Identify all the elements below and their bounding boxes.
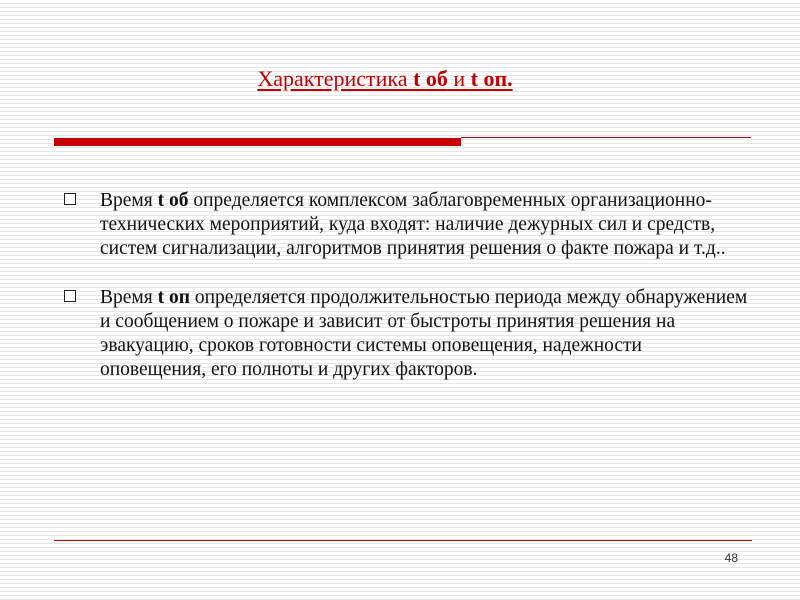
bullet-list	[62, 189, 752, 382]
title-term-tob: t об	[413, 66, 448, 91]
bullet-text: определяется продолжительностью периода между обнаружением и сообщением о пожаре и зависит от быстроты принятия решения на эвакуацию, сроков готовности системы оповещения, надежности оповещения, его полноты и других факторов.	[100, 287, 748, 380]
title-text: Характеристика	[257, 66, 414, 91]
title-term-top: t оп.	[470, 66, 513, 91]
title-divider-thin	[461, 137, 751, 138]
slide-title	[0, 66, 770, 92]
bullet-lead: Время	[100, 287, 158, 308]
bullet-term: t об	[157, 190, 189, 211]
square-bullet-icon	[64, 290, 76, 302]
title-divider-thick	[54, 138, 461, 146]
footer-divider	[54, 540, 752, 541]
bullet-item-top	[62, 286, 752, 382]
square-bullet-icon	[64, 193, 76, 205]
bullet-lead: Время	[100, 190, 158, 211]
bullet-text: определяется комплексом заблаговременных организационно-технических мероприятий, куда входят: наличие дежурных сил и средств, систем сигнализации, алгоритмов принятия решения о факте пожара и т.д..	[100, 190, 726, 259]
title-conjunction: и	[447, 66, 471, 91]
bullet-item-tob	[62, 189, 752, 261]
page-number: 48	[724, 551, 738, 565]
bullet-term: t оп	[157, 287, 190, 308]
